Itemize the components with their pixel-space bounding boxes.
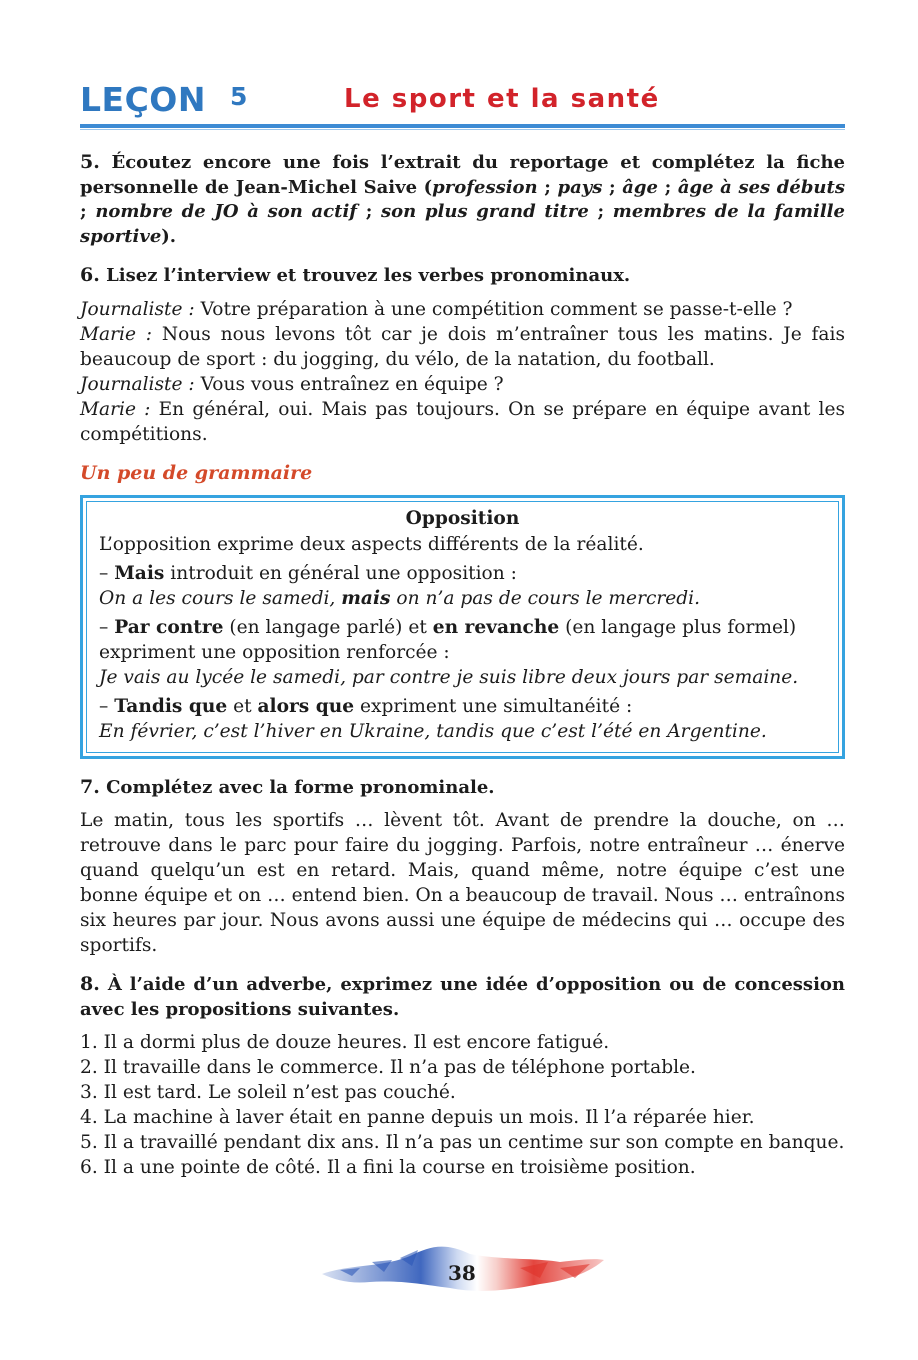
keyword: Mais bbox=[114, 562, 165, 584]
speaker: Marie : bbox=[80, 323, 153, 345]
exercise-text: Écoutez encore une fois l’extrait du reportage et complétez la fiche personnelle de Jean-Michel Saive ( bbox=[80, 152, 845, 198]
field-profession: profession bbox=[432, 176, 538, 198]
grammar-rule-tandis-que bbox=[99, 694, 826, 744]
page-number: 38 bbox=[448, 1261, 476, 1285]
exercise-8-instruction bbox=[80, 972, 845, 1022]
grammar-box-inner bbox=[86, 501, 839, 753]
keyword: alors que bbox=[257, 695, 355, 717]
lesson-title: Le sport et la santé bbox=[344, 84, 660, 114]
rule-example: En février, c’est l’hiver en Ukraine, tandis que c’est l’été en Argentine. bbox=[99, 720, 767, 742]
field-age: âge bbox=[622, 176, 658, 198]
field-nombre-jo: nombre de JO à son actif bbox=[95, 201, 358, 222]
rule-desc: expriment une simultanéité : bbox=[354, 695, 633, 717]
example-text: On a les cours le samedi, bbox=[99, 587, 342, 609]
rule-desc: (en langage plus formel) expriment une opposition renforcée : bbox=[99, 616, 797, 663]
lesson-header bbox=[80, 76, 845, 124]
grammar-rule-par-contre bbox=[99, 615, 826, 690]
rule-desc: introduit en général une opposition : bbox=[164, 562, 517, 584]
keyword: en revanche bbox=[432, 616, 560, 638]
dash: – bbox=[99, 616, 115, 638]
interview-line bbox=[80, 322, 845, 372]
rule-text bbox=[99, 694, 826, 719]
speaker: Journaliste : bbox=[80, 298, 195, 320]
keyword: mais bbox=[341, 587, 391, 609]
interview bbox=[80, 297, 845, 447]
grammar-heading: Un peu de grammaire bbox=[80, 461, 313, 484]
exercise-number: 6. bbox=[80, 264, 100, 286]
page bbox=[80, 76, 845, 1180]
speech: En général, oui. Mais pas toujours. On se prépare en équipe avant les compétitions. bbox=[80, 398, 845, 445]
interview-line bbox=[80, 397, 845, 447]
exercise-number: 8. bbox=[80, 973, 100, 995]
exercise-7-text: Le matin, tous les sportifs … lèvent tôt. Avant de prendre la douche, on … retrouve dans le parc pour faire du jogging. Parfois, notre entraîneur … énerve quand quelqu’un est en retard. Mais, quand même, notre équipe c’est une bonne équipe et on … entend bien. On a beaucoup de travail. Nous … entraînons six heures par jour. Nous avons aussi une équipe de médecins qui … occupe des sportifs. bbox=[80, 810, 845, 956]
list-item: 2. Il travaille dans le commerce. Il n’a pas de téléphone portable. bbox=[80, 1057, 696, 1078]
field-membres-famille: membres de la famille sportive bbox=[80, 201, 845, 247]
rule-example bbox=[99, 586, 826, 611]
interview-line bbox=[80, 372, 845, 397]
rule-desc: et bbox=[227, 695, 258, 717]
lesson-number: 5 bbox=[230, 82, 248, 111]
list-item: 3. Il est tard. Le soleil n’est pas couché. bbox=[80, 1082, 456, 1103]
grammar-rule-mais bbox=[99, 561, 826, 611]
field-plus-grand-titre: son plus grand titre bbox=[381, 201, 589, 222]
interview-line bbox=[80, 297, 845, 322]
field-age-debuts: âge à ses débuts bbox=[677, 176, 845, 198]
exercise-5 bbox=[80, 150, 845, 249]
rule-text bbox=[99, 561, 826, 586]
list-item: 1. Il a dormi plus de douze heures. Il est encore fatigué. bbox=[80, 1032, 610, 1053]
separator: ). bbox=[161, 225, 177, 247]
separator: ; bbox=[657, 176, 678, 198]
header-rule-thin bbox=[80, 129, 845, 130]
speech: Votre préparation à une compétition comment se passe-t-elle ? bbox=[194, 298, 793, 320]
keyword: Tandis que bbox=[114, 695, 228, 717]
rule-text bbox=[99, 615, 826, 665]
exercise-7-instruction bbox=[80, 775, 845, 801]
grammar-box bbox=[80, 495, 845, 759]
grammar-title: Opposition bbox=[405, 507, 520, 529]
lesson-label: LEÇON bbox=[80, 80, 206, 119]
list-item: 4. La machine à laver était en panne depuis un mois. Il l’a réparée hier. bbox=[80, 1107, 755, 1128]
separator: ; bbox=[80, 201, 96, 222]
header-rule bbox=[80, 124, 845, 128]
rule-desc: (en langage parlé) et bbox=[223, 616, 433, 638]
keyword: Par contre bbox=[114, 616, 224, 638]
exercise-text: Lisez l’interview et trouvez les verbes pronominaux. bbox=[99, 265, 631, 286]
exercise-text: À l’aide d’un adverbe, exprimez une idée d’opposition ou de concession avec les propositions suivantes. bbox=[80, 974, 845, 1020]
speaker: Marie : bbox=[80, 398, 151, 420]
field-pays: pays bbox=[557, 176, 603, 198]
speech: Vous vous entraînez en équipe ? bbox=[194, 373, 504, 395]
exercise-6-instruction bbox=[80, 263, 845, 289]
exercise-number: 7. bbox=[80, 775, 100, 798]
exercise-text: Complétez avec la forme pronominale. bbox=[99, 776, 495, 798]
separator: ; bbox=[588, 201, 613, 222]
speech: Nous nous levons tôt car je dois m’entraîner tous les matins. Je fais beaucoup de sport : du jogging, du vélo, de la natation, du football. bbox=[80, 323, 846, 370]
exercise-8-list bbox=[80, 1030, 845, 1180]
separator: ; bbox=[537, 176, 558, 198]
separator: ; bbox=[357, 201, 382, 222]
dash: – bbox=[99, 562, 115, 584]
list-item: 5. Il a travaillé pendant dix ans. Il n’a pas un centime sur son compte en banque. bbox=[80, 1132, 845, 1153]
example-text: on n’a pas de cours le mercredi. bbox=[390, 587, 701, 609]
separator: ; bbox=[602, 176, 623, 198]
rule-example: Je vais au lycée le samedi, par contre je suis libre deux jours par semaine. bbox=[99, 666, 799, 688]
list-item: 6. Il a une pointe de côté. Il a fini la course en troisième position. bbox=[80, 1157, 696, 1178]
grammar-intro: L’opposition exprime deux aspects différents de la réalité. bbox=[99, 533, 644, 555]
dash: – bbox=[99, 695, 115, 717]
exercise-number: 5. bbox=[80, 151, 100, 173]
speaker: Journaliste : bbox=[80, 373, 195, 395]
